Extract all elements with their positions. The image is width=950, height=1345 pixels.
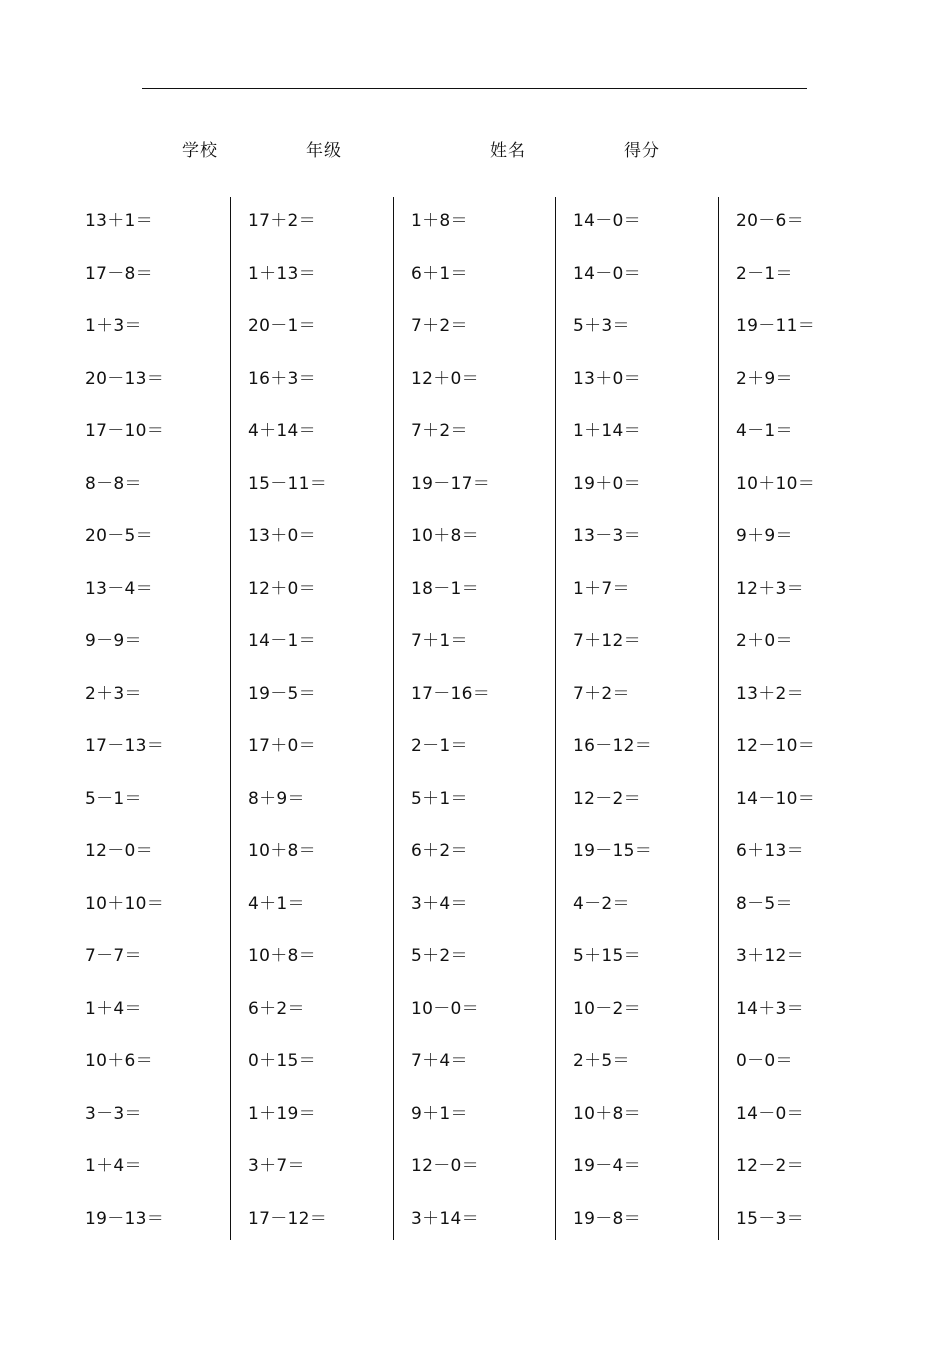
arithmetic-problem: 12＋3＝ [736,578,804,599]
column-divider [393,197,394,1240]
arithmetic-problem: 10＋10＝ [736,473,816,494]
arithmetic-problem: 16－12＝ [573,736,653,756]
score-label: 得分 [624,141,660,161]
arithmetic-problem: 10＋8＝ [573,1103,641,1124]
arithmetic-problem: 2＋0＝ [736,631,793,651]
arithmetic-problem: 3＋14＝ [411,1208,479,1229]
arithmetic-problem: 7＋4＝ [411,1051,468,1071]
column-divider [718,197,719,1240]
arithmetic-problem: 1＋4＝ [85,1156,142,1176]
arithmetic-problem: 7－7＝ [85,946,142,966]
arithmetic-problem: 14－0＝ [736,1103,804,1124]
arithmetic-problem: 2＋3＝ [85,683,142,704]
arithmetic-problem: 19＋0＝ [573,473,641,494]
arithmetic-problem: 9＋1＝ [411,1103,468,1124]
arithmetic-problem: 17－16＝ [411,683,491,704]
arithmetic-problem: 14－10＝ [736,788,816,809]
grade-label: 年级 [306,141,342,161]
arithmetic-problem: 2＋9＝ [736,368,793,389]
arithmetic-problem: 19－15＝ [573,841,653,861]
arithmetic-problem: 4＋14＝ [248,421,316,441]
arithmetic-problem: 4－1＝ [736,421,793,441]
arithmetic-problem: 15－3＝ [736,1208,804,1229]
arithmetic-problem: 8－5＝ [736,893,793,914]
arithmetic-problem: 3＋7＝ [248,1156,305,1176]
arithmetic-problem: 3－3＝ [85,1103,142,1124]
arithmetic-problem: 14－0＝ [573,211,641,231]
column-divider [555,197,556,1240]
arithmetic-problem: 13－4＝ [85,578,153,599]
arithmetic-problem: 10＋8＝ [248,946,316,966]
arithmetic-problem: 8＋9＝ [248,788,305,809]
arithmetic-problem: 1＋14＝ [573,421,641,441]
arithmetic-problem: 13＋0＝ [573,368,641,389]
arithmetic-problem: 7＋2＝ [411,316,468,336]
arithmetic-problem: 19－13＝ [85,1208,165,1229]
arithmetic-problem: 7＋2＝ [411,421,468,441]
arithmetic-problem: 3＋12＝ [736,946,804,966]
arithmetic-problem: 6＋13＝ [736,841,804,861]
arithmetic-problem: 12－2＝ [736,1156,804,1176]
arithmetic-problem: 4－2＝ [573,893,630,914]
arithmetic-problem: 2－1＝ [411,736,468,756]
arithmetic-problem: 17＋0＝ [248,736,316,756]
arithmetic-problem: 19－4＝ [573,1156,641,1176]
arithmetic-problem: 15－11＝ [248,473,328,494]
arithmetic-problem: 1＋13＝ [248,263,316,284]
arithmetic-problem: 4＋1＝ [248,893,305,914]
arithmetic-problem: 5＋3＝ [573,316,630,336]
arithmetic-problem: 16＋3＝ [248,368,316,389]
school-label: 学校 [182,141,218,161]
arithmetic-problem: 0＋15＝ [248,1051,316,1071]
arithmetic-problem: 5＋1＝ [411,788,468,809]
arithmetic-problem: 10＋8＝ [411,526,479,546]
arithmetic-problem: 5－1＝ [85,788,142,809]
arithmetic-problem: 14－1＝ [248,631,316,651]
arithmetic-problem: 10＋10＝ [85,893,165,914]
arithmetic-problem: 12－2＝ [573,788,641,809]
arithmetic-problem: 17－8＝ [85,263,153,284]
arithmetic-problem: 20－13＝ [85,368,165,389]
arithmetic-problem: 19－17＝ [411,473,491,494]
arithmetic-problem: 10＋8＝ [248,841,316,861]
arithmetic-problem: 20－1＝ [248,316,316,336]
name-label: 姓名 [490,141,526,161]
arithmetic-problem: 6＋2＝ [248,998,305,1019]
arithmetic-problem: 12＋0＝ [411,368,479,389]
arithmetic-problem: 19－8＝ [573,1208,641,1229]
arithmetic-problem: 20－6＝ [736,211,804,231]
arithmetic-problem: 10－2＝ [573,998,641,1019]
top-rule [142,88,807,89]
arithmetic-problem: 1＋19＝ [248,1103,316,1124]
arithmetic-problem: 12－10＝ [736,736,816,756]
arithmetic-problem: 1＋7＝ [573,578,630,599]
arithmetic-problem: 18－1＝ [411,578,479,599]
arithmetic-problem: 13＋0＝ [248,526,316,546]
arithmetic-problem: 13＋1＝ [85,211,153,231]
arithmetic-problem: 17－13＝ [85,736,165,756]
arithmetic-problem: 6＋1＝ [411,263,468,284]
arithmetic-problem: 17－12＝ [248,1208,328,1229]
arithmetic-problem: 19－11＝ [736,316,816,336]
arithmetic-problem: 7＋12＝ [573,631,641,651]
arithmetic-problem: 13＋2＝ [736,683,804,704]
arithmetic-problem: 20－5＝ [85,526,153,546]
arithmetic-problem: 2－1＝ [736,263,793,284]
arithmetic-problem: 12＋0＝ [248,578,316,599]
arithmetic-problem: 7＋1＝ [411,631,468,651]
arithmetic-problem: 10＋6＝ [85,1051,153,1071]
arithmetic-problem: 0－0＝ [736,1051,793,1071]
arithmetic-problem: 3＋4＝ [411,893,468,914]
arithmetic-problem: 10－0＝ [411,998,479,1019]
arithmetic-problem: 7＋2＝ [573,683,630,704]
arithmetic-problem: 1＋8＝ [411,211,468,231]
column-divider [230,197,231,1240]
arithmetic-problem: 17＋2＝ [248,211,316,231]
arithmetic-problem: 1＋4＝ [85,998,142,1019]
arithmetic-problem: 5＋15＝ [573,946,641,966]
arithmetic-problem: 12－0＝ [85,841,153,861]
arithmetic-problem: 13－3＝ [573,526,641,546]
arithmetic-problem: 14－0＝ [573,263,641,284]
arithmetic-problem: 17－10＝ [85,421,165,441]
arithmetic-problem: 8－8＝ [85,473,142,494]
arithmetic-problem: 14＋3＝ [736,998,804,1019]
arithmetic-problem: 1＋3＝ [85,316,142,336]
arithmetic-problem: 12－0＝ [411,1156,479,1176]
arithmetic-problem: 5＋2＝ [411,946,468,966]
arithmetic-problem: 2＋5＝ [573,1051,630,1071]
arithmetic-problem: 9－9＝ [85,631,142,651]
arithmetic-problem: 6＋2＝ [411,841,468,861]
arithmetic-problem: 9＋9＝ [736,526,793,546]
arithmetic-problem: 19－5＝ [248,683,316,704]
